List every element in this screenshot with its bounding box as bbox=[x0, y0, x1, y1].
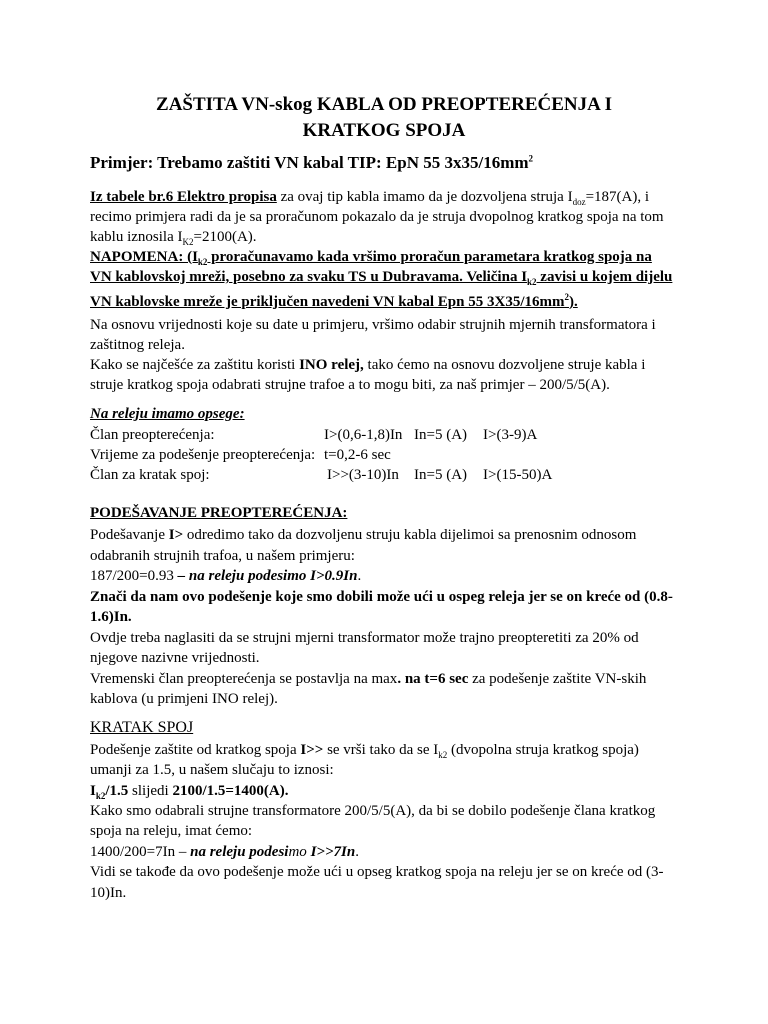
overload-text: Vremenski član preopterećenja se postavlja na max bbox=[90, 671, 398, 687]
overload-text: odredimo tako da dozvoljenu struju kabla dijelimoi sa prenosnim odnosom bbox=[183, 527, 637, 543]
document-title-line-2: KRATKOG SPOJA bbox=[302, 120, 466, 141]
short-setting: I>>7In bbox=[310, 844, 356, 860]
relay-heading: Na releju imamo opsege: bbox=[90, 406, 245, 422]
overload-line-7: njegove nazivne vrijednosti. bbox=[90, 650, 260, 666]
relay-row-3-range: I>>(3-10)In bbox=[327, 467, 399, 483]
para2-text: tako ćemo na osnovu dozvoljene struje kabla i bbox=[363, 357, 646, 373]
short-italic: mo bbox=[288, 844, 311, 860]
relay-row-1-range: I>(0,6-1,8)In bbox=[324, 427, 403, 443]
overload-line-4: Znači da nam ovo podešenje koje smo dobili može ući u ospeg releja jer se on kreće od (0.8- bbox=[90, 589, 673, 605]
overload-line-9: kablova (u primjeni INO relej). bbox=[90, 691, 278, 707]
overload-bold: . na t=6 sec bbox=[397, 671, 469, 687]
intro-text: =187(A), i bbox=[585, 189, 650, 205]
short-bold: I>> bbox=[300, 742, 324, 758]
relay-row-2-range: t=0,2-6 sec bbox=[324, 447, 391, 463]
example-heading-sup: 2 bbox=[528, 153, 534, 164]
short-text: 1400/200=7In – bbox=[90, 844, 191, 860]
short-text: (dvopolna struja kratkog spoja) bbox=[447, 742, 639, 758]
para2-line-2: zaštitnog releja. bbox=[90, 337, 185, 353]
short-sub: k2 bbox=[438, 750, 448, 760]
overload-text: za podešenje zaštite VN-skih bbox=[468, 671, 647, 687]
para2-bold: INO relej, bbox=[299, 357, 364, 373]
overload-text: 187/200=0.93 bbox=[90, 568, 178, 584]
relay-row-1-label: Član preopterećenja: bbox=[90, 427, 215, 443]
overload-line-3 bbox=[90, 566, 361, 586]
short-text: . bbox=[355, 844, 359, 860]
relay-row-1-in: In=5 (A) bbox=[414, 427, 468, 443]
short-line-2: umanji za 1.5, u našem slučaju to iznosi: bbox=[90, 762, 334, 778]
note-sub: k2 bbox=[197, 257, 208, 267]
note-line-3 bbox=[90, 287, 578, 312]
note-text: proračunavamo kada vršimo proračun parametara kratkog spoja na bbox=[207, 249, 652, 265]
short-text: slijedi bbox=[128, 783, 173, 799]
relay-row-3-amp: I>(15-50)A bbox=[483, 467, 553, 483]
short-text: se vrši tako da se I bbox=[323, 742, 439, 758]
short-line-8: 10)In. bbox=[90, 885, 127, 901]
short-sub: k2 bbox=[95, 791, 106, 801]
short-line-5: spoja na releju, imat ćemo: bbox=[90, 823, 253, 839]
para2-line-4: struje kratkog spoja odabrati strujne trafoe a to mogu biti, za naš primjer – 200/5/5(A). bbox=[90, 377, 610, 393]
para2-text: Kako se najčešće za zaštitu koristi bbox=[90, 357, 300, 373]
intro-reference: Iz tabele br.6 Elektro propisa bbox=[90, 189, 277, 205]
relay-row-3-in: In=5 (A) bbox=[414, 467, 468, 483]
intro-sub: doz bbox=[572, 197, 586, 207]
short-bold: /1.5 bbox=[105, 783, 129, 799]
short-heading: KRATAK SPOJ bbox=[90, 719, 194, 736]
intro-text: za ovaj tip kabla imamo da je dozvoljena struja I bbox=[276, 189, 573, 205]
overload-setting: – na releju podesimo I>0.9In bbox=[177, 568, 358, 584]
short-line-7: Vidi se takođe da ovo podešenje može ući u opseg kratkog spoja na releju jer se on kreće od (3- bbox=[90, 864, 664, 880]
note-sup: 2 bbox=[564, 292, 569, 302]
note-text: NAPOMENA: (I bbox=[90, 249, 198, 265]
intro-text: =2100(A). bbox=[193, 229, 257, 245]
overload-line-1 bbox=[90, 525, 636, 545]
overload-bold: I> bbox=[168, 527, 184, 543]
overload-line-5: 1.6)In. bbox=[90, 609, 132, 625]
para2-line-1: Na osnovu vrijednosti koje su date u primjeru, vršimo odabir strujnih mjernih transformatora i bbox=[90, 317, 656, 333]
short-bold: I bbox=[90, 783, 96, 799]
example-heading-text: Primjer: Trebamo zaštiti VN kabal TIP: EpN 55 3x35/16mm bbox=[90, 153, 529, 172]
short-bold: 2100/1.5=1400(A). bbox=[172, 783, 289, 799]
note-text: ). bbox=[568, 294, 578, 310]
relay-row-3-label: Član za kratak spoj: bbox=[90, 467, 210, 483]
overload-heading: PODEŠAVANJE PREOPTEREĆENJA: bbox=[90, 505, 348, 521]
note-text: zavisi u kojem dijelu bbox=[536, 269, 673, 285]
document-title-line-1: ZAŠTITA VN-skog KABLA OD PREOPTEREĆENJA I bbox=[156, 94, 612, 115]
overload-line-2: odabranih strujnih trafoa, u našem primjeru: bbox=[90, 548, 355, 564]
overload-line-8 bbox=[90, 669, 646, 689]
short-text: Podešenje zaštite od kratkog spoja bbox=[90, 742, 301, 758]
short-setting: na releju podesi bbox=[190, 844, 289, 860]
para2-line-3 bbox=[90, 355, 645, 375]
overload-text: . bbox=[357, 568, 362, 584]
overload-line-6: Ovdje treba naglasiti da se strujni mjerni transformator može trajno preopteretiti za 20% od bbox=[90, 630, 639, 646]
relay-row-2-label: Vrijeme za podešenje preopterećenja: bbox=[90, 447, 316, 463]
intro-text: kablu iznosila I bbox=[90, 229, 183, 245]
short-line-4: Kako smo odabrali strujne transformatore 200/5/5(A), da bi se dobilo podešenje člana kratkog bbox=[90, 803, 656, 819]
note-sub: k2 bbox=[527, 277, 537, 287]
example-heading bbox=[90, 153, 533, 173]
note-text: VN kablovske mreže je priključen navedeni VN kabal Epn 55 3X35/16mm bbox=[90, 294, 565, 310]
relay-row-1-amp: I>(3-9)A bbox=[483, 427, 538, 443]
intro-line-2: recimo primjera radi da je sa proračunom pokazalo da je struja dvopolnog kratkog spoja na tom bbox=[90, 209, 664, 225]
overload-text: Podešavanje bbox=[90, 527, 169, 543]
intro-sub: K2 bbox=[182, 237, 194, 247]
short-line-6 bbox=[90, 842, 359, 862]
note-text: VN kablovskoj mreži, posebno za svaku TS u Dubravama. Veličina I bbox=[90, 269, 528, 285]
